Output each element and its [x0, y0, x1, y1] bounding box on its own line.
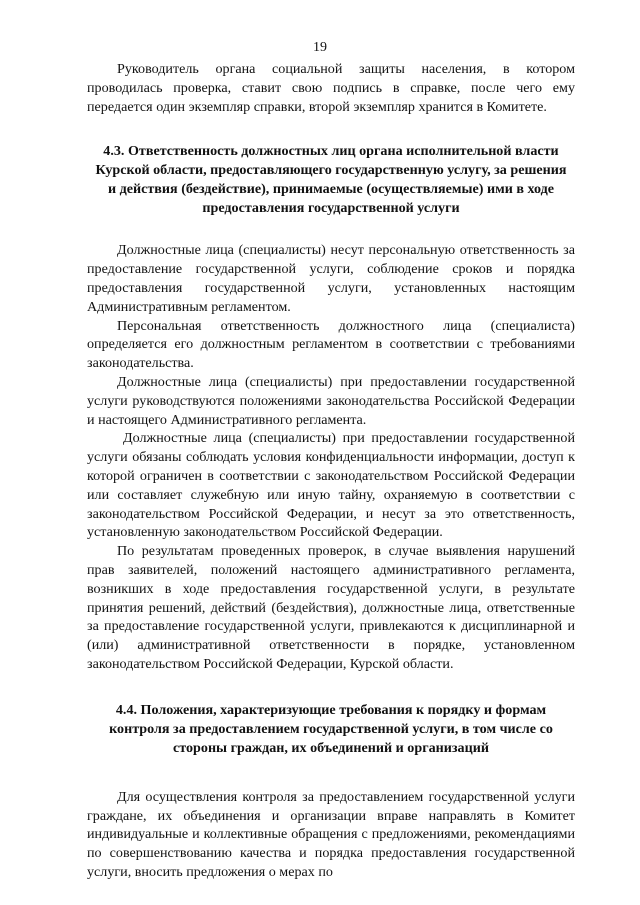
section-4-3-heading: 4.3. Ответственность должностных лиц органа исполнительной власти Курской области, предоставляющего государственную услугу, за решения и действия (бездействие), принимаемые (осуществляемые) ими в ходе предоставления государственной услуги [95, 143, 567, 217]
section-4-4-paragraph: Для осуществления контроля за предоставлением государственной услуги граждане, их объединения и организации вправе направлять в Комитет индивидуальные и коллективные обращения с предложениями, рекомендациями по совершенствованию качества и порядка предоставления государственной услуги, вносить предложения о мерах по [87, 788, 575, 880]
section-4-3-paragraph: Персональная ответственность должностного лица (специалиста) определяется его должностным регламентом в соответствии с требованиями законодательства. [87, 317, 575, 372]
section-4-3-paragraph: Должностные лица (специалисты) при предоставлении государственной услуги руководствуются положениями законодательства Российской Федерации и настоящего Административного регламента. [87, 373, 575, 428]
section-4-3-paragraph: Должностные лица (специалисты) при предоставлении государственной услуги обязаны соблюдать условия конфиденциальности информации, доступ к которой ограничен в соответствии с законодательством Российской Федерации или составляет служебную или иную тайну, охраняемую в соответствии с законодательством Российской Федерации, и несут за это ответственность, установленную законодательством Российской Федерации. [87, 430, 575, 541]
section-4-3-paragraph: Должностные лица (специалисты) несут персональную ответственность за предоставление государственной услуги, соблюдение сроков и порядка предоставления государственной услуги, установленных настоящим Административным регламентом. [87, 242, 575, 315]
page-content [87, 60, 575, 882]
intro-paragraph: Руководитель органа социальной защиты населения, в котором проводилась проверка, ставит свою подпись в справке, после чего ему передается один экземпляр справки, второй экземпляр хранится в Комитете. [87, 61, 575, 115]
page-number: 19 [313, 40, 327, 55]
section-4-3-paragraph: По результатам проведенных проверок, в случае выявления нарушений прав заявителей, положений настоящего административного регламента, возникших в ходе предоставления государственной услуги, в результате принятия решений, действий (бездействия), должностные лица, ответственные за предоставление государственной услуги, привлекаются к дисциплинарной и (или) административной ответственности в порядке, установленном законодательством Российской Федерации, Курской области. [87, 543, 575, 672]
section-4-4-heading: 4.4. Положения, характеризующие требования к порядку и формам контроля за предоставлением государственной услуги, в том числе со стороны граждан, их объединений и организаций [109, 701, 553, 756]
